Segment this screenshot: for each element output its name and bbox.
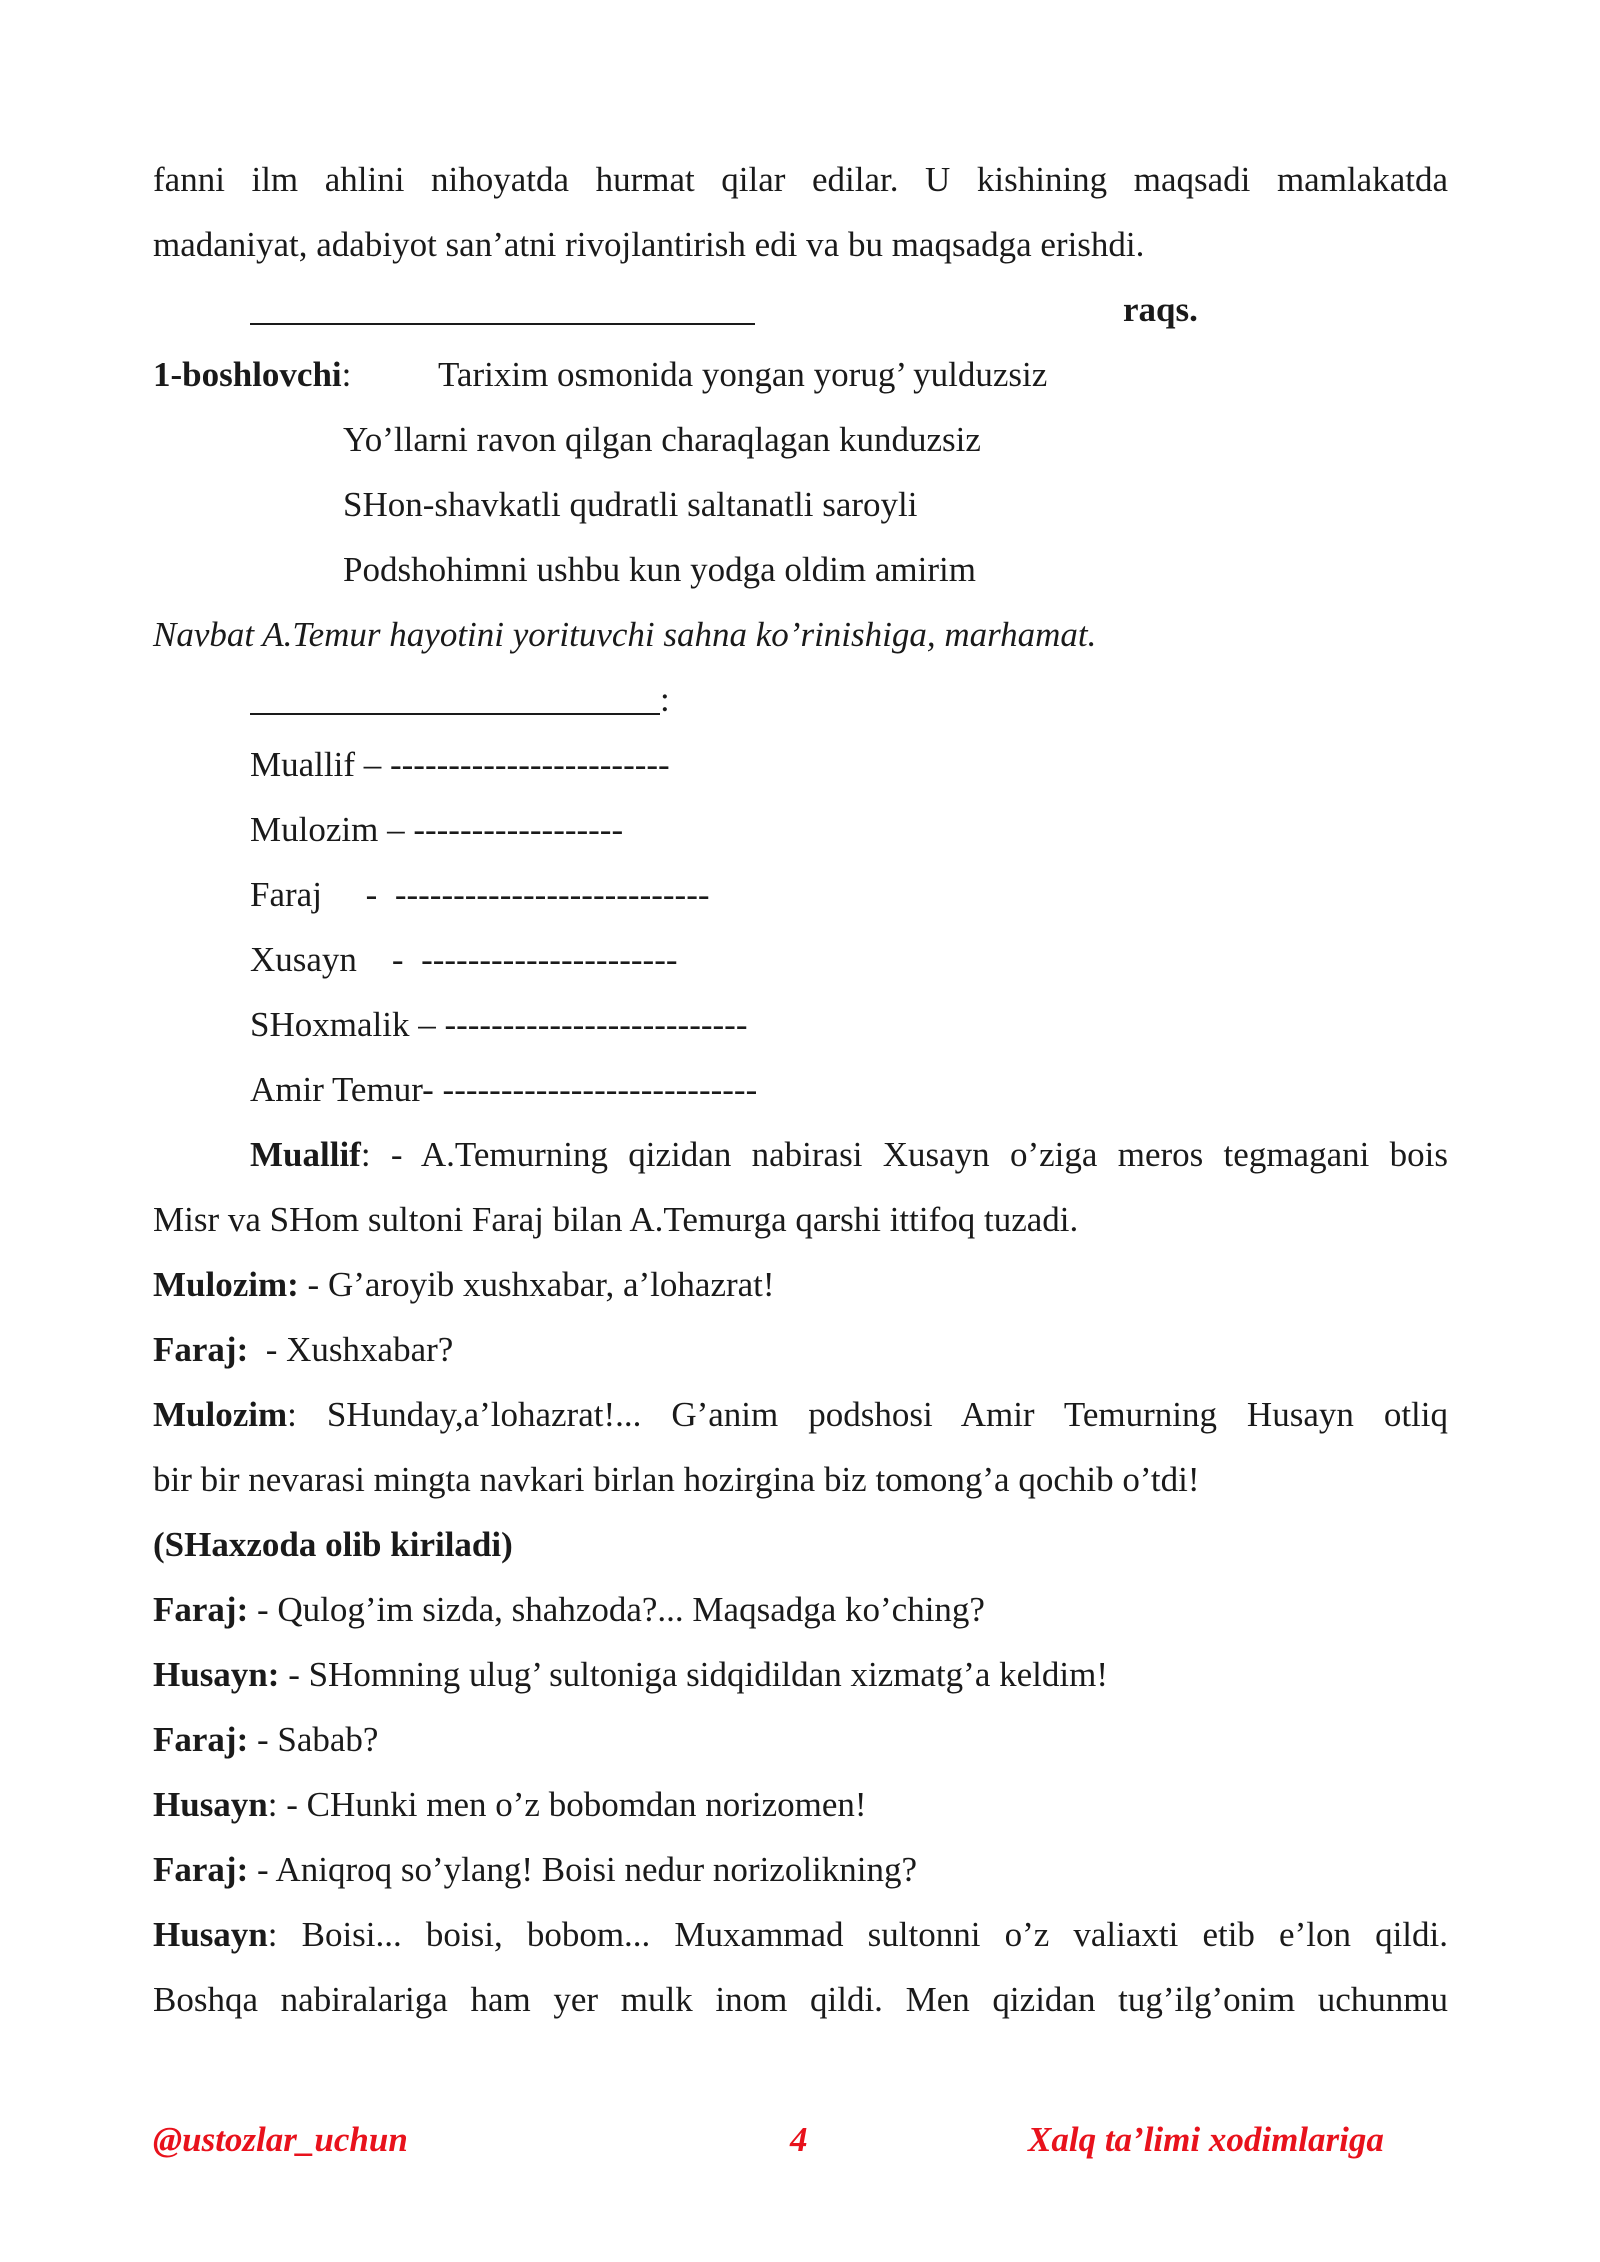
speaker-name: Mulozim	[153, 1395, 288, 1434]
cast-item: Faraj - ---------------------------	[250, 875, 710, 914]
dialogue-line	[153, 1837, 1448, 1902]
stage-direction	[153, 1512, 1448, 1577]
scene-title-line	[153, 667, 1448, 732]
dialogue-text: : - A.Temurning qizidan nabirasi Xusayn o’ziga meros tegmagani bois	[360, 1135, 1448, 1174]
speaker-name: Muallif	[250, 1135, 361, 1174]
dialogue-text: : Boisi... boisi, bobom... Muxammad sultonni o’z valiaxti etib e’lon qildi.	[267, 1915, 1448, 1954]
stage-direction	[153, 602, 1448, 667]
cast-item: Xusayn - ----------------------	[250, 940, 678, 979]
speaker-name: Mulozim:	[153, 1265, 299, 1304]
dance-line	[153, 277, 1448, 342]
blank-underline	[250, 277, 755, 325]
dialogue-line	[153, 1577, 1448, 1642]
speaker-name: Faraj:	[153, 1850, 249, 1889]
speaker-name: Husayn	[153, 1915, 268, 1954]
document-body	[153, 147, 1448, 2032]
poem-line: Tarixim osmonida yongan yorug’ yulduzsiz	[438, 355, 1048, 394]
dialogue-text: - Aniqroq so’ylang! Boisi nedur norizolikning?	[248, 1850, 918, 1889]
cast-item: SHoxmalik – --------------------------	[250, 1005, 748, 1044]
poem-line: Podshohimni ushbu kun yodga oldim amirim	[343, 550, 976, 589]
cast-item: Mulozim – ------------------	[250, 810, 624, 849]
dialogue-text: : SHunday,a’lohazrat!... G’anim podshosi Amir Temurning Husayn otliq	[287, 1395, 1448, 1434]
page-number: 4	[790, 2120, 808, 2159]
footer-audience: Xalq ta’limi xodimlariga	[1028, 2120, 1384, 2159]
dialogue-line	[153, 1122, 1448, 1187]
host-line	[153, 342, 1448, 407]
dialogue-line	[153, 1707, 1448, 1772]
cast-item: Muallif – ------------------------	[250, 745, 670, 784]
speaker-name: Faraj:	[153, 1590, 249, 1629]
dialogue-text: - Sabab?	[248, 1720, 379, 1759]
poem-line: Yo’llarni ravon qilgan charaqlagan kunduzsiz	[343, 420, 981, 459]
speaker-name: 1-boshlovchi	[153, 355, 342, 394]
dialogue-text: - Xushxabar?	[248, 1330, 454, 1369]
dialogue-line	[153, 1902, 1448, 1967]
stage-direction-text: (SHaxzoda olib kiriladi)	[153, 1525, 513, 1564]
paragraph-line: Misr va SHom sultoni Faraj bilan A.Temurga qarshi ittifoq tuzadi.	[153, 1200, 1079, 1239]
dialogue-line	[153, 1772, 1448, 1837]
dialogue-line	[153, 1252, 1448, 1317]
dialogue-line	[153, 1642, 1448, 1707]
paragraph-line: Boshqa nabiralariga ham yer mulk inom qildi. Men qizidan tug’ilg’onim uchunmu	[153, 1980, 1448, 2019]
speaker-name: Husayn	[153, 1785, 268, 1824]
dialogue-text: - G’aroyib xushxabar, a’lohazrat!	[298, 1265, 775, 1304]
stage-direction-text: Navbat A.Temur hayotini yorituvchi sahna ko’rinishiga, marhamat.	[153, 615, 1097, 654]
footer-channel-handle: @ustozlar_uchun	[153, 2120, 408, 2159]
blank-underline	[250, 667, 660, 715]
poem-line: SHon-shavkatli qudratli saltanatli saroyli	[343, 485, 918, 524]
page-footer	[153, 2120, 1413, 2180]
speaker-name: Faraj:	[153, 1720, 249, 1759]
dialogue-text: - SHomning ulug’ sultoniga sidqidildan xizmatg’a keldim!	[279, 1655, 1108, 1694]
speaker-cell	[153, 342, 438, 407]
dialogue-text: : - CHunki men o’z bobomdan norizomen!	[267, 1785, 867, 1824]
paragraph-line: bir bir nevarasi mingta navkari birlan hozirgina biz tomong’a qochib o’tdi!	[153, 1460, 1200, 1499]
dance-label: raqs.	[1123, 290, 1198, 329]
cast-item: Amir Temur- ---------------------------	[250, 1070, 758, 1109]
dialogue-text: - Qulog’im sizda, shahzoda?... Maqsadga ko’ching?	[248, 1590, 985, 1629]
dialogue-line	[153, 1317, 1448, 1382]
paragraph-line: madaniyat, adabiyot san’atni rivojlantirish edi va bu maqsadga erishdi.	[153, 225, 1145, 264]
scene-title-colon: :	[660, 680, 670, 719]
speaker-name: Faraj:	[153, 1330, 249, 1369]
speaker-name: Husayn:	[153, 1655, 280, 1694]
paragraph-line: fanni ilm ahlini nihoyatda hurmat qilar edilar. U kishining maqsadi mamlakatda	[153, 160, 1448, 199]
speaker-colon: :	[341, 355, 352, 394]
dialogue-line	[153, 1382, 1448, 1447]
